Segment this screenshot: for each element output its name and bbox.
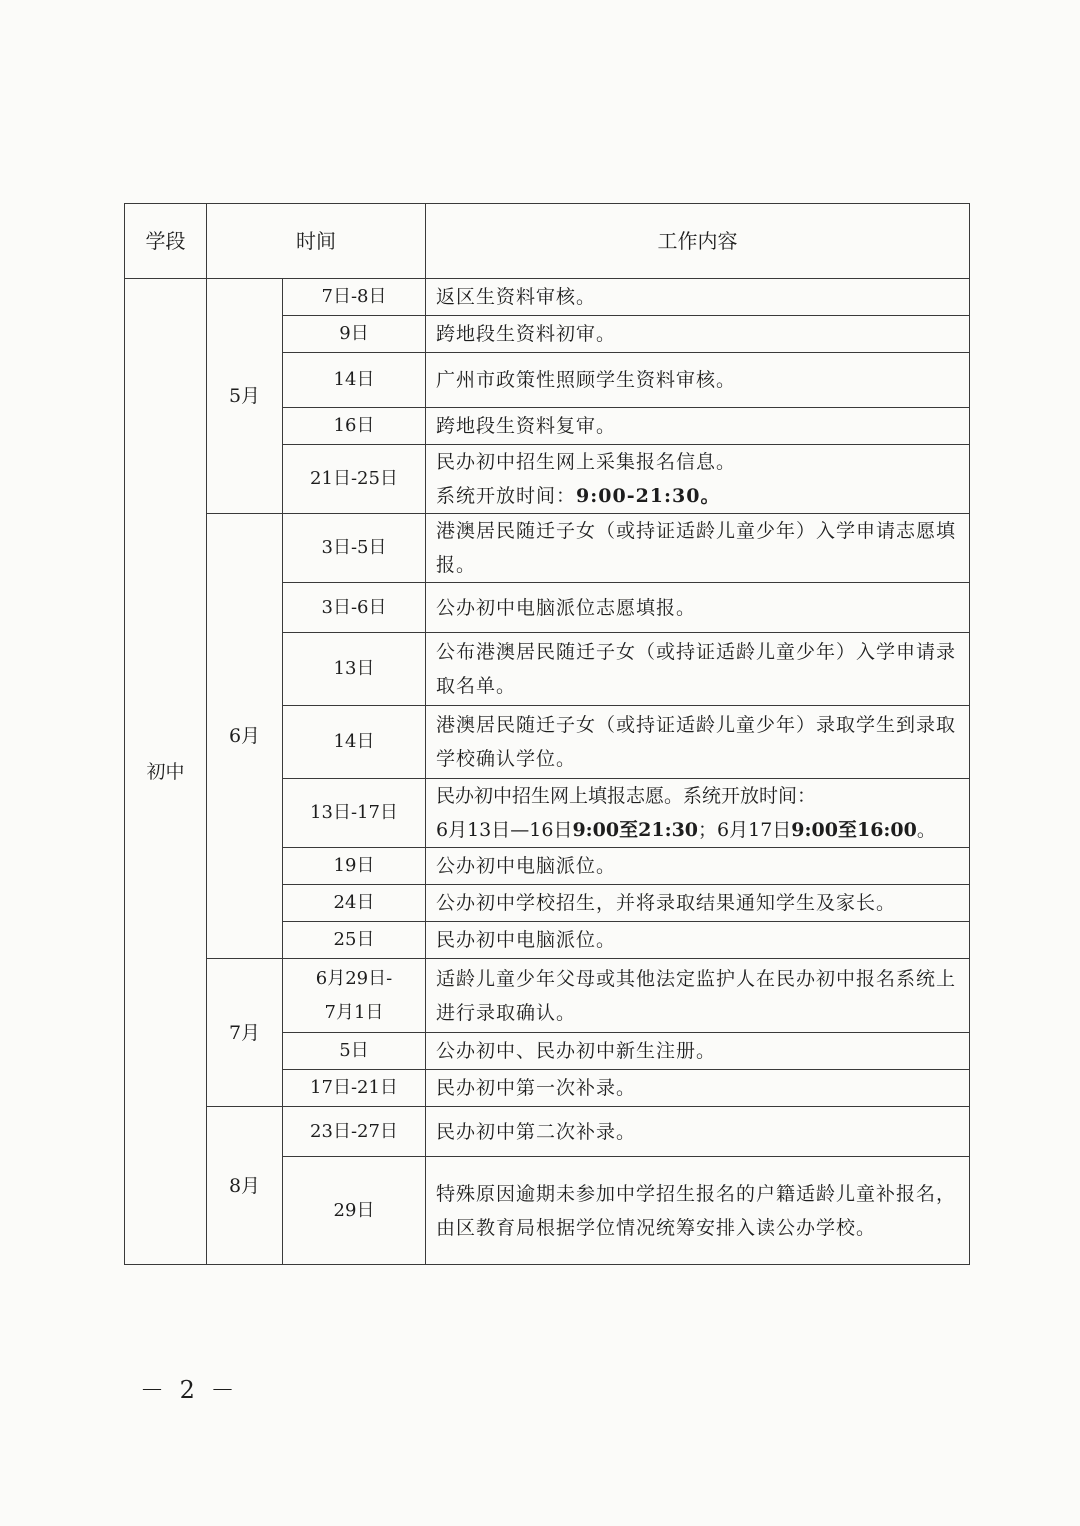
content-time-bold: 9:00-21:30。: [576, 485, 721, 507]
date-cell: 14日: [283, 706, 426, 779]
content-text: ；6月17日: [698, 819, 792, 841]
stage-cell: 初中: [125, 279, 207, 1265]
date-cell: 16日: [283, 408, 426, 445]
content-cell: 公布港澳居民随迁子女（或持证适龄儿童少年）入学申请录取名单。: [426, 633, 970, 706]
content-line: [436, 813, 963, 847]
date-cell: 13日-17日: [283, 779, 426, 848]
content-line: 民办初中招生网上采集报名信息。: [436, 451, 737, 473]
content-cell: 公办初中学校招生，并将录取结果通知学生及家长。: [426, 885, 970, 922]
date-line: 6月29日-: [315, 967, 393, 989]
content-time-bold: 9:00至16:00: [791, 819, 917, 841]
table-row: [125, 959, 970, 1033]
date-cell: 17日-21日: [283, 1070, 426, 1107]
header-content: 工作内容: [426, 204, 970, 279]
content-line: 民办初中招生网上填报志愿。系统开放时间：: [436, 785, 817, 807]
content-cell: 特殊原因逾期未参加中学招生报名的户籍适龄儿童补报名，由区教育局根据学位情况统筹安排入读公办学校。: [426, 1157, 970, 1265]
date-cell: 21日-25日: [283, 445, 426, 514]
content-cell: 公办初中电脑派位志愿填报。: [426, 583, 970, 633]
date-cell: 19日: [283, 848, 426, 885]
month-cell-may: 5月: [207, 279, 283, 514]
month-cell-jun: 6月: [207, 514, 283, 959]
date-cell: 14日: [283, 353, 426, 408]
content-cell: 港澳居民随迁子女（或持证适龄儿童少年）入学申请志愿填报。: [426, 514, 970, 583]
content-cell: 跨地段生资料初审。: [426, 316, 970, 353]
content-cell: 民办初中电脑派位。: [426, 922, 970, 959]
content-cell: 返区生资料审核。: [426, 279, 970, 316]
content-cell: [426, 445, 970, 514]
date-cell: 3日-5日: [283, 514, 426, 583]
date-cell: 5日: [283, 1033, 426, 1070]
header-stage: 学段: [125, 204, 207, 279]
content-cell: 港澳居民随迁子女（或持证适龄儿童少年）录取学生到录取学校确认学位。: [426, 706, 970, 779]
content-text: 系统开放时间：: [436, 485, 577, 507]
table-header-row: [125, 204, 970, 279]
table-row: [125, 279, 970, 316]
page-number: － 2 －: [140, 1376, 239, 1404]
header-time: 时间: [207, 204, 426, 279]
content-cell: 公办初中电脑派位。: [426, 848, 970, 885]
date-cell: 25日: [283, 922, 426, 959]
date-cell: 3日-6日: [283, 583, 426, 633]
content-time-bold: 9:00至21:30: [572, 819, 699, 841]
content-cell: 公办初中、民办初中新生注册。: [426, 1033, 970, 1070]
month-cell-jul: 7月: [207, 959, 283, 1107]
content-cell: 适龄儿童少年父母或其他法定监护人在民办初中报名系统上进行录取确认。: [426, 959, 970, 1033]
content-cell: 广州市政策性照顾学生资料审核。: [426, 353, 970, 408]
content-text: 。: [916, 819, 936, 841]
date-line: 7月1日: [324, 1001, 384, 1023]
content-text: 6月13日—16日: [436, 819, 573, 841]
table-row: [125, 1107, 970, 1157]
content-cell: 跨地段生资料复审。: [426, 408, 970, 445]
table-row: [125, 514, 970, 583]
content-cell: 民办初中第二次补录。: [426, 1107, 970, 1157]
date-cell: 9日: [283, 316, 426, 353]
date-cell: 23日-27日: [283, 1107, 426, 1157]
content-cell: [426, 779, 970, 848]
content-line: [436, 479, 963, 513]
date-cell: 24日: [283, 885, 426, 922]
content-cell: 民办初中第一次补录。: [426, 1070, 970, 1107]
date-cell: 7日-8日: [283, 279, 426, 316]
enrollment-schedule-table: [124, 203, 970, 1265]
month-cell-aug: 8月: [207, 1107, 283, 1265]
date-cell: 29日: [283, 1157, 426, 1265]
date-cell: 13日: [283, 633, 426, 706]
date-cell: [283, 959, 426, 1033]
